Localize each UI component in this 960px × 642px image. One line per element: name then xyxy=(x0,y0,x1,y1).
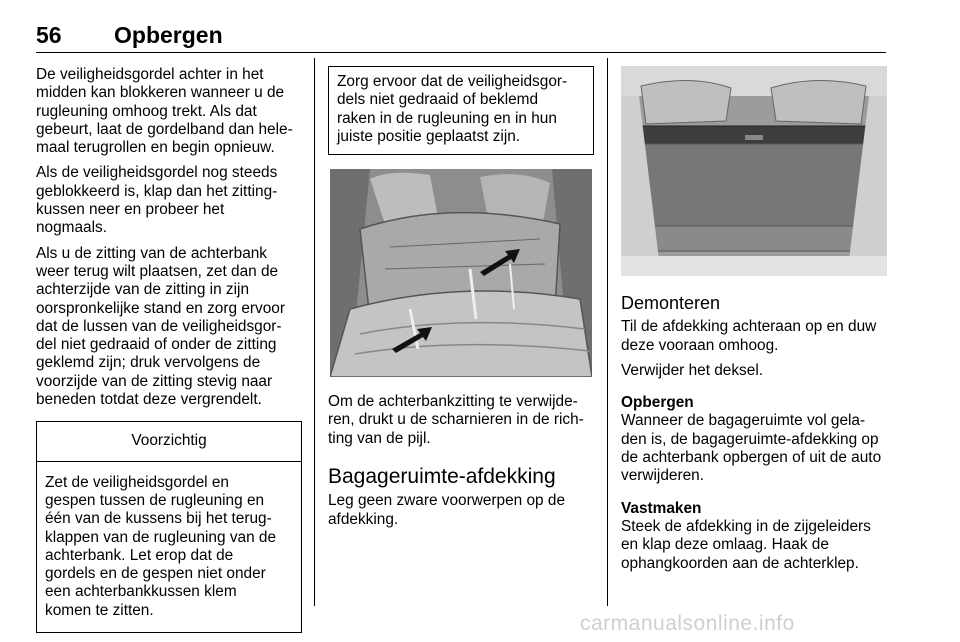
section-heading-cover: Bagageruimte-afdekking xyxy=(328,465,556,489)
heading-remove: Demonteren xyxy=(621,293,721,313)
paragraph-store: Opbergen Wanneer de bagageruimte vol gela- den is, de bagageruimte-afdekking op de achterbank opbergen of uit de auto verwijderen. xyxy=(621,394,887,485)
column-1 xyxy=(36,66,302,633)
caution-box xyxy=(36,421,302,633)
label-store: Opbergen xyxy=(621,394,694,412)
label-attach: Vastmaken xyxy=(621,499,702,517)
column-separator-2 xyxy=(607,58,608,606)
paragraph-belt-block: De veiligheidsgordel achter in het midden kan blokkeren wanneer u de rugleuning omhoog trekt. Als dat gebeurt, laat de gordelband dan hele- maal terugrollen en begin opnieuw. xyxy=(36,66,293,157)
rear-seat-illustration xyxy=(330,169,592,377)
paragraph-seat-reinstall: Als u de zitting van de achterbank weer terug wilt plaatsen, zet dan de achterzijde van de zitting in zijn oorspronkelijke stand en zorg ervoor dat de lussen van de veiligheidsgor- del niet gedraaid of onder de zitting geklemd zijn; druk vervolgens de voorzijde van de zitting stevig naar beneden totdat deze vergrendelt. xyxy=(36,244,285,409)
watermark: carmanualsonline.info xyxy=(580,612,795,635)
page-number: 56 xyxy=(36,22,62,48)
paragraph-cover-warning: Leg geen zware voorwerpen op de afdekking. xyxy=(328,492,566,528)
cargo-cover-figure xyxy=(621,66,887,276)
caution-body: Zet de veiligheidsgordel en gespen tussen de rugleuning en één van de kussens bij het terug- klappen van de rugleuning van de achterbank. Let erop dat de gordels en de gespen niet onder een achterbankkussen klem komen te zitten. xyxy=(45,473,277,619)
header-rule xyxy=(36,52,886,53)
paragraph-remove-lid: Verwijder het deksel. xyxy=(621,361,764,379)
paragraph-attach: Vastmaken Steek de afdekking in de zijgeleiders en klap deze omlaag. Haak de ophangkoorden aan de achterklep. xyxy=(621,500,887,573)
paragraph-belt-retry: Als de veiligheidsgordel nog steeds geblokkeerd is, klap dan het zitting- kussen neer en probeer het nogmaals. xyxy=(36,164,278,237)
page-title: Opbergen xyxy=(114,22,223,48)
paragraph-remove: Til de afdekking achteraan op en duw deze vooraan omhoog. xyxy=(621,318,877,354)
caution-title: Voorzichtig xyxy=(37,422,301,461)
column-separator-1 xyxy=(314,58,315,606)
column-2 xyxy=(328,66,594,536)
rear-seat-figure xyxy=(330,169,592,377)
figure-caption: Om de achterbankzitting te verwijde- ren, drukt u de scharnieren in de rich- ting van de pijl. xyxy=(328,393,584,447)
note-box: Zorg ervoor dat de veiligheidsgor- dels niet gedraaid of beklemd raken in de rugleuning en in hun juiste positie geplaatst zijn. xyxy=(328,66,594,155)
column-3 xyxy=(621,66,887,580)
cargo-cover-illustration xyxy=(621,66,887,276)
